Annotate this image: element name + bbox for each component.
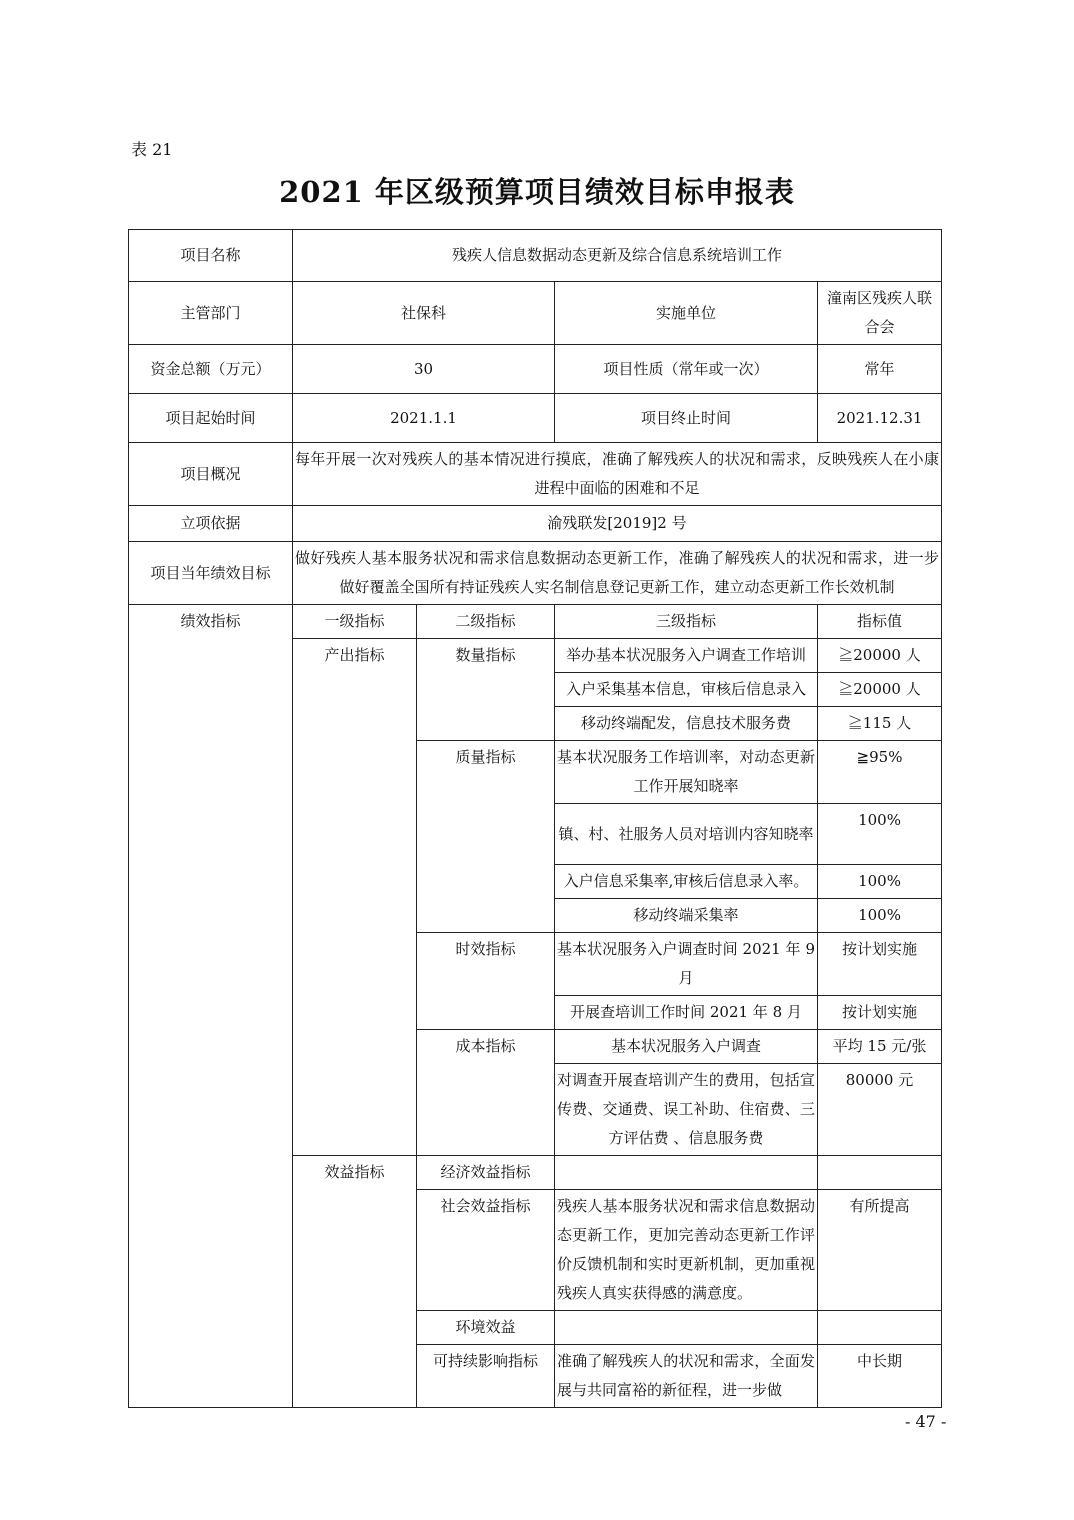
header-level1: 一级指标 [293,605,417,639]
table-row-value: 按计划实施 [818,933,942,996]
cost-indicator-label: 成本指标 [417,1030,555,1156]
basis-label: 立项依据 [129,506,293,542]
table-row-value: 按计划实施 [818,996,942,1030]
table-row-item: 准确了解残疾人的状况和需求，全面发展与共同富裕的新征程，进一步做 [555,1345,818,1408]
dept-value: 社保科 [293,282,555,345]
table-row-item: 移动终端配发，信息技术服务费 [555,707,818,741]
dept-label: 主管部门 [129,282,293,345]
table-row-item: 对调查开展查培训产生的费用，包括宣传费、交通费、误工补助、住宿费、三方评估费 、信息服务费 [555,1064,818,1156]
benefit-indicator-label: 效益指标 [293,1156,417,1408]
table-row-item: 入户采集基本信息，审核后信息录入 [555,673,818,707]
table-row-value [818,1156,942,1190]
social-indicator-label: 社会效益指标 [417,1190,555,1311]
table-row-value: 中长期 [818,1345,942,1408]
table-row-value: ≧95% [818,741,942,804]
header-level2: 二级指标 [417,605,555,639]
table-number-label: 表 21 [131,140,173,159]
impl-label: 实施单位 [555,282,818,345]
table-row-item: 基本状况服务工作培训率，对动态更新工作开展知晓率 [555,741,818,804]
table-row-value: 有所提高 [818,1190,942,1311]
header-value: 指标值 [818,605,942,639]
page-number: - 47 - [905,1412,947,1431]
output-indicator-label: 产出指标 [293,639,417,1156]
end-value: 2021.12.31 [818,394,942,443]
overview-value: 每年开展一次对残疾人的基本情况进行摸底，准确了解残疾人的状况和需求，反映残疾人在小康进程中面临的困难和不足 [293,443,942,506]
table-row-value: 100% [818,804,942,865]
env-indicator-label: 环境效益 [417,1311,555,1345]
table-row-value: ≧115 人 [818,707,942,741]
table-row-item: 开展查培训工作时间 2021 年 8 月 [555,996,818,1030]
economic-indicator-label: 经济效益指标 [417,1156,555,1190]
goal-value: 做好残疾人基本服务状况和需求信息数据动态更新工作，准确了解残疾人的状况和需求，进一步做好覆盖全国所有持证残疾人实名制信息登记更新工作，建立动态更新工作长效机制 [293,542,942,605]
goal-label: 项目当年绩效目标 [129,542,293,605]
overview-label: 项目概况 [129,443,293,506]
table-row-item: 残疾人基本服务状况和需求信息数据动态更新工作，更加完善动态更新工作评价反馈机制和实时更新机制，更加重视残疾人真实获得感的满意度。 [555,1190,818,1311]
table-row-value: 80000 元 [818,1064,942,1156]
quantity-indicator-label: 数量指标 [417,639,555,741]
nature-label: 项目性质（常年或一次） [555,345,818,394]
table-row-value: ≧20000 人 [818,639,942,673]
table-row-value: 平均 15 元/张 [818,1030,942,1064]
table-row-value: 100% [818,899,942,933]
start-label: 项目起始时间 [129,394,293,443]
sustain-indicator-label: 可持续影响指标 [417,1345,555,1408]
start-value: 2021.1.1 [293,394,555,443]
table-row-item: 基本状况服务入户调查 [555,1030,818,1064]
table-row-item: 移动终端采集率 [555,899,818,933]
page-title: 2021 年区级预算项目绩效目标申报表 [279,175,795,209]
table-row-value: 100% [818,865,942,899]
timeliness-indicator-label: 时效指标 [417,933,555,1030]
quality-indicator-label: 质量指标 [417,741,555,933]
project-name-label: 项目名称 [129,230,293,282]
fund-label: 资金总额（万元） [129,345,293,394]
project-name-value: 残疾人信息数据动态更新及综合信息系统培训工作 [293,230,942,282]
table-row-item [555,1311,818,1345]
nature-value: 常年 [818,345,942,394]
table-row-value [818,1311,942,1345]
table-row-item [555,1156,818,1190]
table-row-item: 基本状况服务入户调查时间 2021 年 9 月 [555,933,818,996]
table-row-item: 镇、村、社服务人员对培训内容知晓率 [555,804,818,865]
table-row-item: 入户信息采集率,审核后信息录入率。 [555,865,818,899]
fund-value: 30 [293,345,555,394]
table-row-value: ≧20000 人 [818,673,942,707]
basis-value: 渝残联发[2019]2 号 [293,506,942,542]
header-level3: 三级指标 [555,605,818,639]
table-row-item: 举办基本状况服务入户调查工作培训 [555,639,818,673]
end-label: 项目终止时间 [555,394,818,443]
impl-value: 潼南区残疾人联合会 [818,282,942,345]
perf-label: 绩效指标 [129,605,293,1408]
performance-table [128,229,942,1408]
